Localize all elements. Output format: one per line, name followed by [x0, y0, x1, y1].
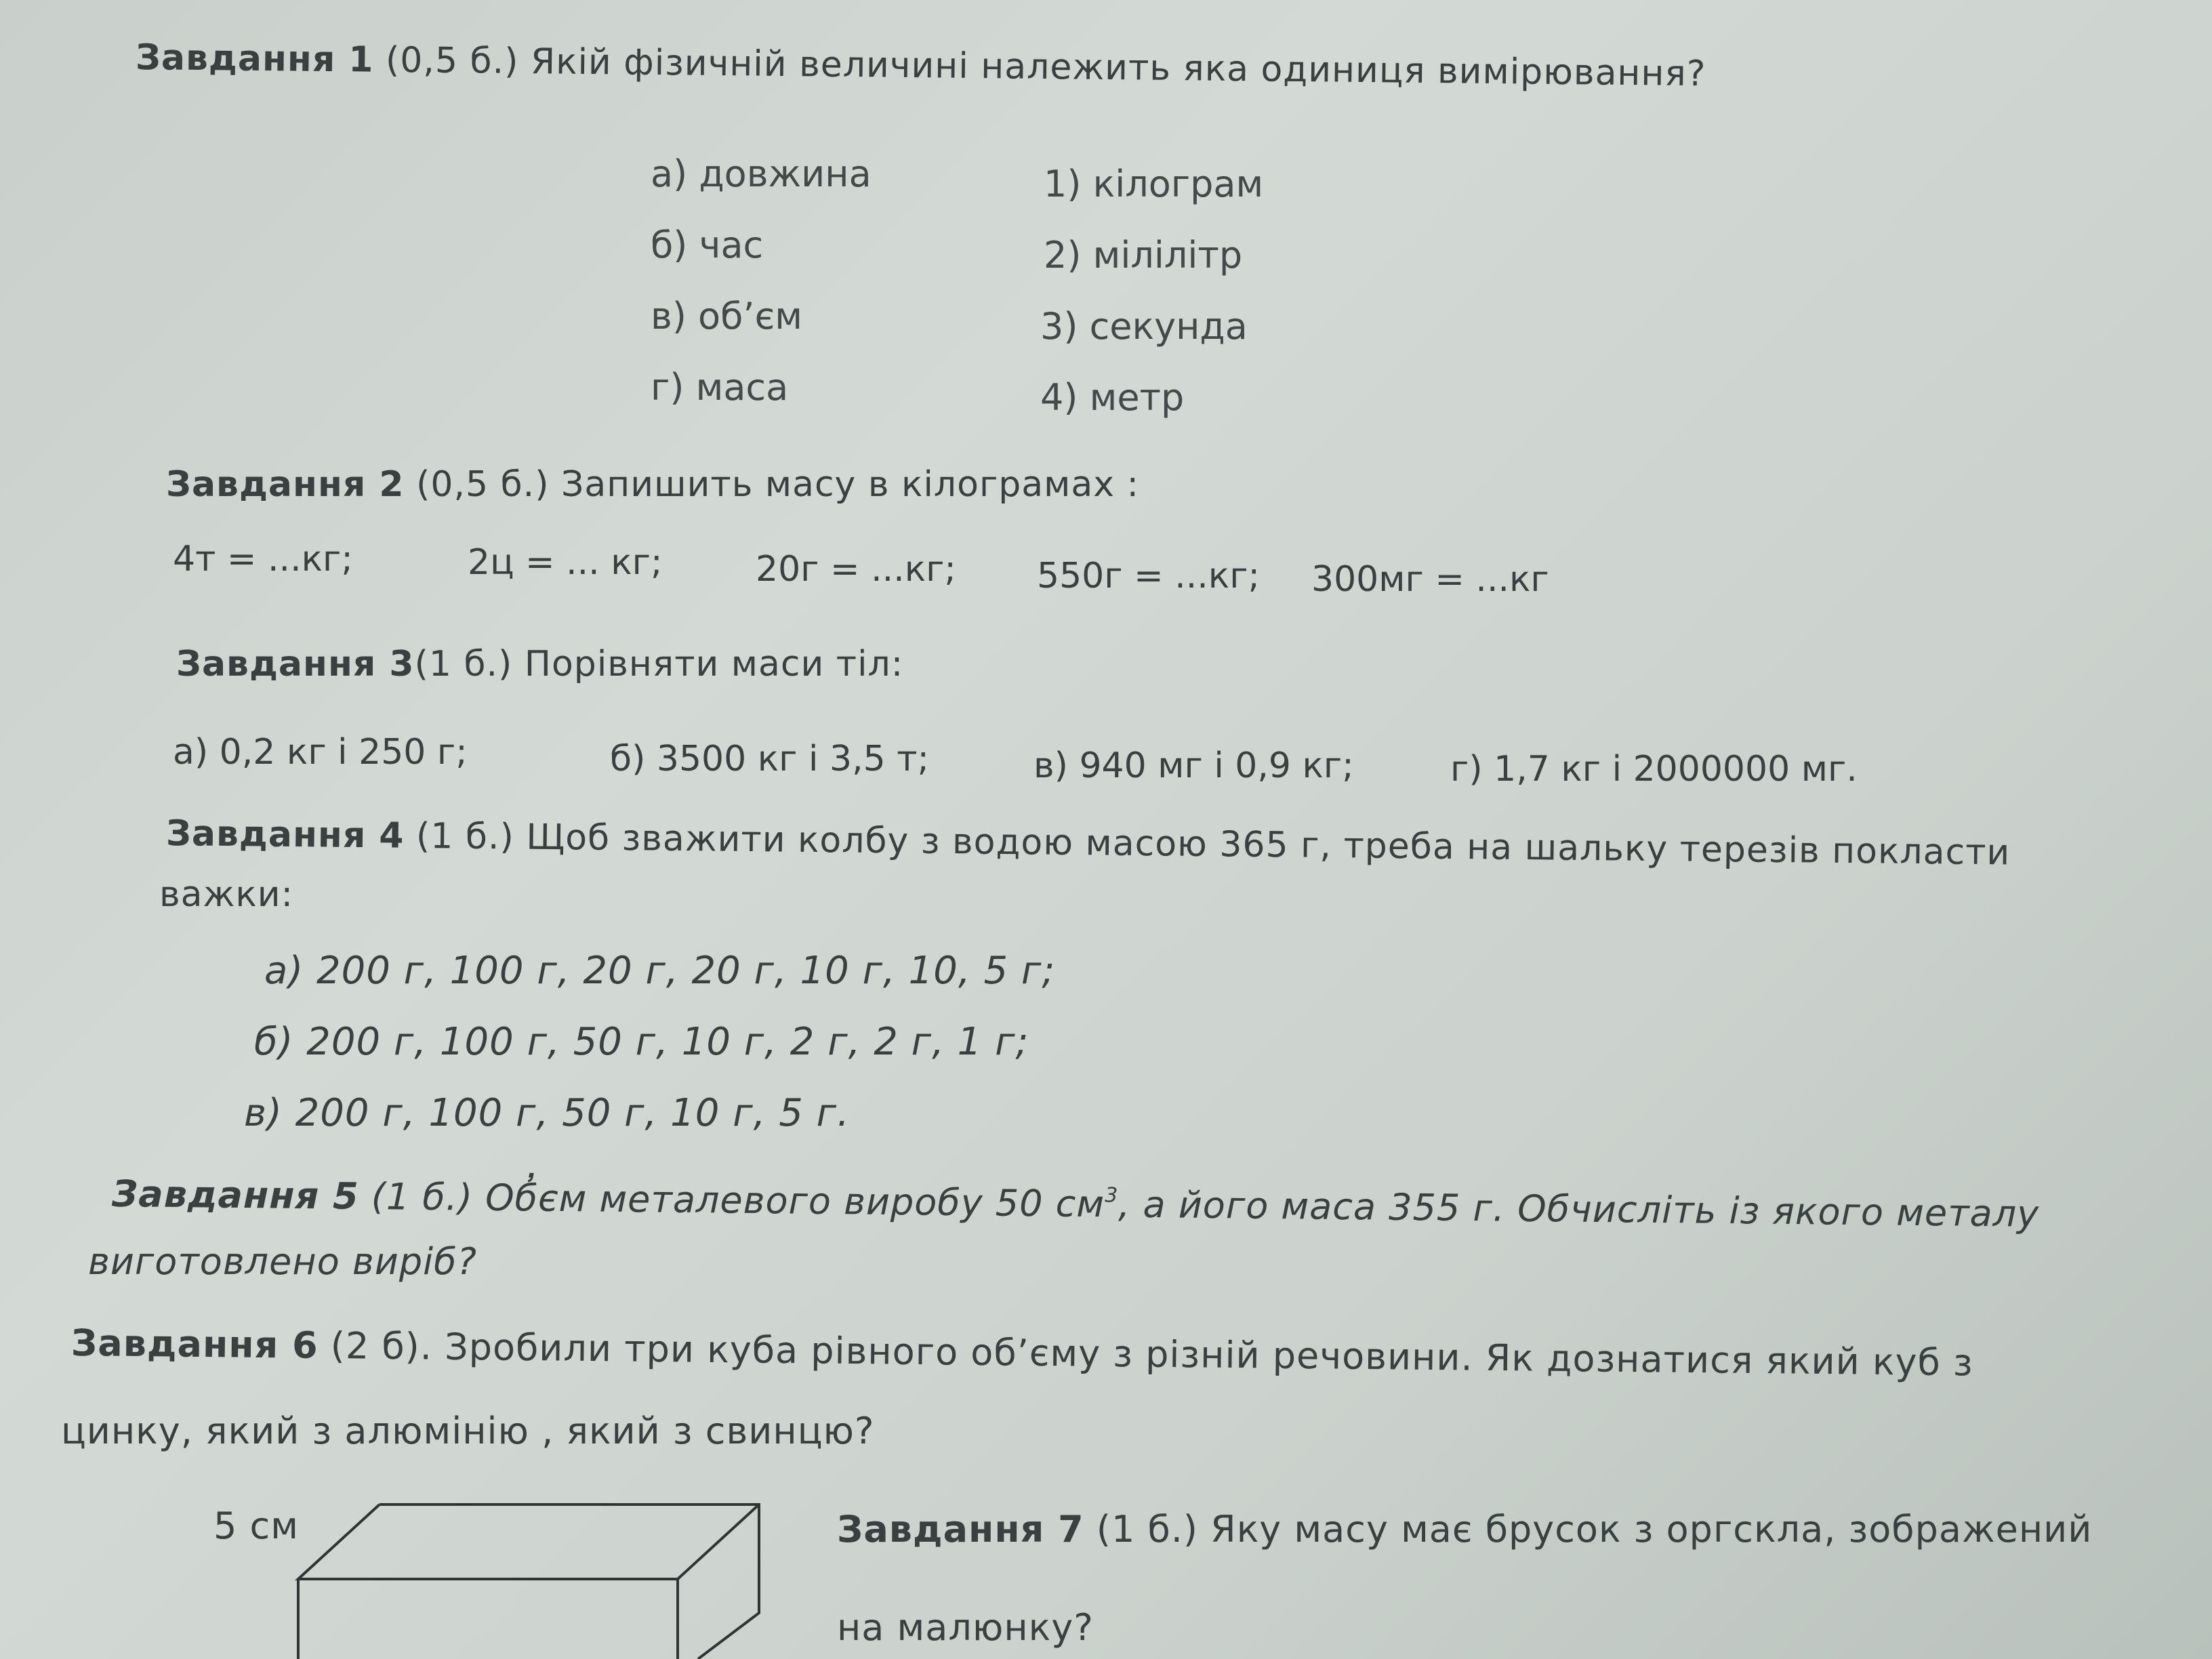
- task4-points: (1 б.): [415, 815, 515, 858]
- block-front-edges: [298, 1579, 678, 1659]
- unit-item: 4) метр: [1040, 376, 1185, 419]
- option-a: а) 200 г, 100 г, 20 г, 20 г, 10 г, 10, 5 г;: [264, 949, 1056, 993]
- task6-text: Зробили три куба рівного об’єму з різній речовини. Як дознатися який куб з: [444, 1325, 1974, 1385]
- comparison-item: в) 940 мг і 0,9 кг;: [1033, 745, 1354, 786]
- conversion-item: 4т = ...кг;: [173, 539, 353, 579]
- task3-text: Порівняти маси тіл:: [524, 644, 904, 684]
- task3-points: (1 б.): [414, 644, 513, 684]
- comparison-item: г) 1,7 кг і 2000000 мг.: [1450, 749, 1858, 790]
- option-b: б) 200 г, 100 г, 50 г, 10 г, 2 г, 2 г, 1 г;: [254, 1020, 1029, 1064]
- conversion-item: 300мг = ...кг: [1311, 559, 1549, 600]
- unit-item: 1) кілограм: [1044, 163, 1264, 205]
- task6-text-line2: цинку, який з алюмінію , який з свинцю?: [61, 1410, 875, 1452]
- task7-text: Яку масу має брусок з оргскла, зображений: [1210, 1508, 2093, 1551]
- task1-label: Завдання 1: [135, 37, 374, 81]
- task2-text: Запишить масу в кілограмах :: [561, 464, 1140, 505]
- quantity-item: г) маса: [651, 366, 789, 409]
- task5-text-line2: виготовлено виріб?: [88, 1240, 478, 1283]
- conversion-item: 20г = ...кг;: [756, 549, 956, 590]
- task5-heading: [112, 1172, 2040, 1235]
- task2-label: Завдання 2: [166, 464, 405, 505]
- quantity-item: б) час: [651, 224, 764, 266]
- task3-heading: [176, 644, 903, 684]
- task5-points: (1 б.): [371, 1175, 474, 1219]
- option-c: в) 200 г, 100 г, 50 г, 10 г, 5 г.: [244, 1091, 850, 1135]
- block-back-edges: [380, 1504, 759, 1659]
- task7-text-line2: на малюнку?: [837, 1606, 1094, 1649]
- task4-heading: [166, 813, 2011, 873]
- superscript-3: 3: [1105, 1183, 1119, 1208]
- task7-points: (1 б.): [1096, 1508, 1198, 1551]
- task5-text-b: , а його маса 355 г. Обчисліть із якого металу: [1118, 1183, 2040, 1235]
- task3-label: Завдання 3: [176, 644, 415, 684]
- task7-label: Завдання 7: [837, 1508, 1084, 1551]
- task5-text-a: Об̓єм металевого виробу 50 см: [485, 1176, 1105, 1226]
- task7-heading: [837, 1508, 2092, 1551]
- quantity-item: в) об’єм: [651, 295, 802, 337]
- task4-text-line2: важки:: [159, 874, 294, 915]
- task4-label: Завдання 4: [165, 813, 405, 857]
- task4-text: Щоб зважити колбу з водою масою 365 г, треба на шальку терезів покласти: [526, 817, 2011, 874]
- block-outline: [298, 1504, 759, 1659]
- task2-heading: [166, 464, 1139, 505]
- task6-heading: [71, 1322, 1973, 1384]
- task2-points: (0,5 б.): [416, 464, 550, 505]
- task5-label: Завдання 5: [111, 1172, 360, 1218]
- unit-item: 3) секунда: [1040, 305, 1248, 348]
- block-diagram: [285, 1491, 773, 1659]
- quantity-item: а) довжина: [651, 152, 872, 195]
- task6-label: Завдання 6: [70, 1322, 319, 1367]
- block-top-face: [298, 1504, 759, 1579]
- task1-text: Якій фізичній величині належить яка одиниця вимірювання?: [530, 41, 1706, 95]
- conversion-item: 2ц = ... кг;: [468, 542, 663, 583]
- unit-item: 2) мілілітр: [1044, 234, 1243, 276]
- comparison-item: б) 3500 кг і 3,5 т;: [610, 739, 930, 779]
- task1-heading: [136, 37, 1706, 94]
- conversion-item: 550г = ...кг;: [1037, 556, 1261, 596]
- dimension-label: 5 см: [213, 1504, 299, 1547]
- comparison-item: а) 0,2 кг і 250 г;: [173, 732, 468, 773]
- task1-points: (0,5 б.): [385, 39, 519, 82]
- task6-points: (2 б).: [330, 1324, 433, 1368]
